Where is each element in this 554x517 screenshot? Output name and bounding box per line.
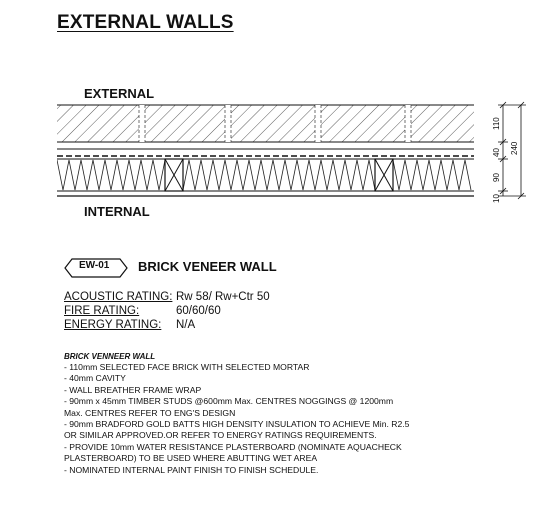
wall-type-name: BRICK VENEER WALL (138, 259, 277, 274)
stud-insulation-layer (57, 159, 474, 191)
rating-label: FIRE RATING: (64, 305, 140, 317)
spec-line: OR SIMILAR APPROVED.OR REFER TO ENERGY RATINGS REQUIREMENTS. (64, 430, 377, 441)
spec-line: - 40mm CAVITY (64, 373, 126, 384)
spec-title: BRICK VENNEER WALL (64, 352, 156, 361)
mortar-joint (225, 105, 231, 142)
page-title: EXTERNAL WALLS (57, 12, 234, 33)
spec-line: - 90mm BRADFORD GOLD BATTS HIGH DENSITY INSULATION TO ACHIEVE Min. R2.5 (64, 419, 410, 430)
spec-line: - NOMINATED INTERNAL PAINT FINISH TO FINISH SCHEDULE. (64, 464, 319, 475)
external-side-label: EXTERNAL (84, 86, 155, 101)
spec-line: PLASTERBOARD) TO BE USED WHERE ABUTTING WET AREA (64, 453, 318, 464)
dim-10: 10 (492, 194, 501, 203)
rating-value: Rw 58/ Rw+Ctr 50 (176, 291, 270, 303)
rating-value: 60/60/60 (176, 305, 221, 317)
internal-side-label: INTERNAL (84, 204, 150, 219)
rating-label: ACOUSTIC RATING: (64, 291, 173, 303)
dim-40: 40 (492, 148, 501, 157)
spec-line: - 110mm SELECTED FACE BRICK WITH SELECTED MORTAR (64, 362, 310, 372)
wall-tag-code: EW-01 (79, 260, 110, 271)
dim-240: 240 (510, 141, 519, 155)
brick-veneer-layer (57, 105, 474, 142)
rating-value: N/A (176, 319, 196, 331)
mortar-joint (139, 105, 145, 142)
spec-line: - WALL BREATHER FRAME WRAP (64, 384, 202, 395)
spec-list (64, 362, 504, 476)
spec-line: - PROVIDE 10mm WATER RESISTANCE PLASTERBOARD (NOMINATE AQUACHECK (64, 441, 402, 452)
mortar-joint (405, 105, 411, 142)
spec-line: Max. CENTRES REFER TO ENG'S DESIGN (64, 407, 236, 418)
rating-label: ENERGY RATING: (64, 319, 162, 331)
dim-110: 110 (492, 117, 501, 130)
spec-line: - 90mm x 45mm TIMBER STUDS @600mm Max. CENTRES NOGGINGS @ 1200mm (64, 396, 394, 407)
cavity-wrap-lines (57, 149, 474, 156)
mortar-joint (315, 105, 321, 142)
dim-90: 90 (492, 173, 501, 182)
